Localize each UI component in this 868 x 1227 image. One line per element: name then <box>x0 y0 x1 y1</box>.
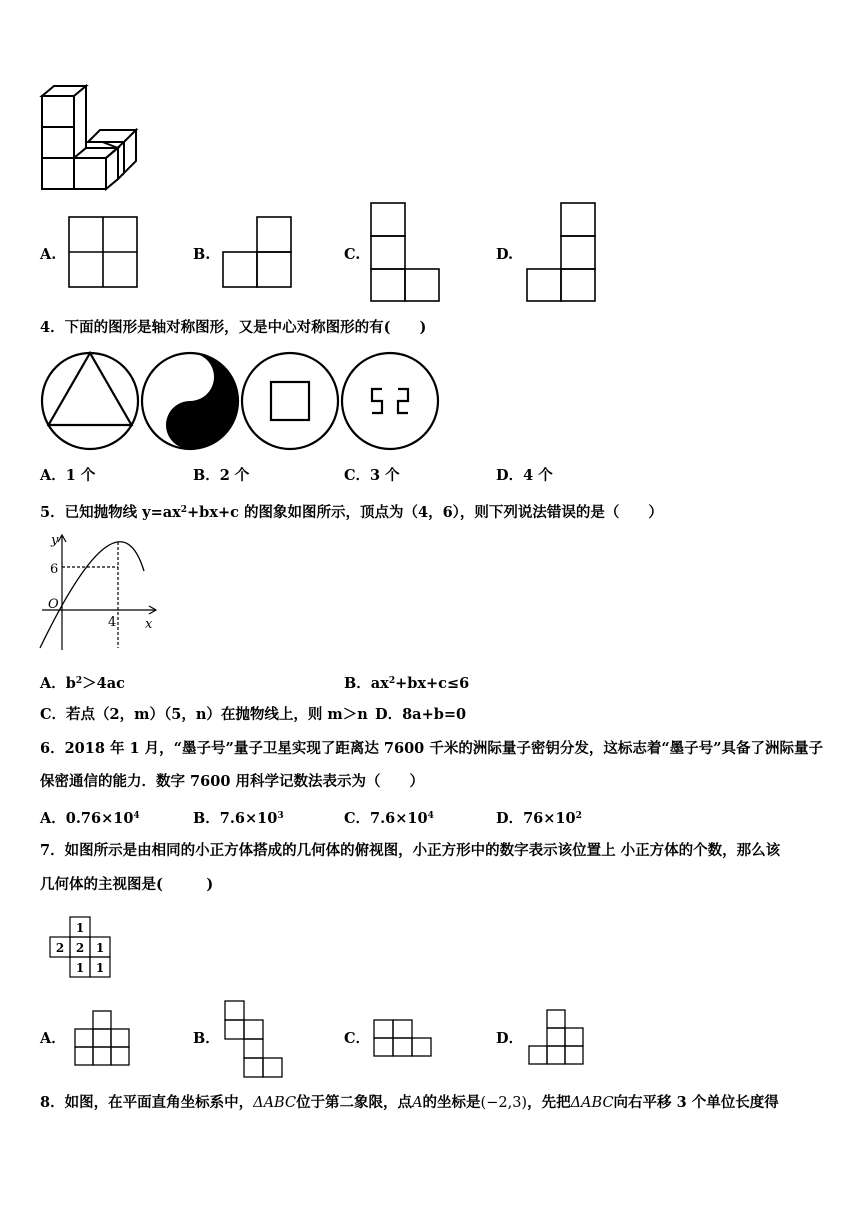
circle-triangle-figure <box>42 353 138 449</box>
q4-option-a[interactable]: A．1 个 <box>40 467 96 484</box>
q7-line1: 7．如图所示是由相同的小正方体搭成的几何体的俯视图，小正方形中的数字表示该位置上 小正方体的个数，那么该 <box>40 842 781 859</box>
q3-option-c-figure <box>370 202 440 302</box>
grid-cell-number: 1 <box>75 921 85 935</box>
graph-x-tick: 4 <box>108 615 117 630</box>
q7-option-c-figure <box>373 1019 435 1059</box>
q3-option-a-letter[interactable]: A. <box>40 246 57 263</box>
q3-option-c-letter[interactable]: C. <box>344 246 361 263</box>
q8-stem: 8．如图，在平面直角坐标系中，ΔABC位于第二象限，点A的坐标是(−2,3)，先把ΔABC向右平移 3 个单位长度得 <box>40 1094 779 1111</box>
q6-line2: 保密通信的能力．数字 7600 用科学记数法表示为（ ） <box>40 773 424 790</box>
q4-text: 下面的图形是轴对称图形，又是中心对称图形的有( ) <box>64 319 427 336</box>
top-view-grid <box>48 916 114 978</box>
q5-option-a[interactable]: A．$b^2>4ac$ <box>40 675 125 692</box>
grid-cell-number: 1 <box>95 961 105 975</box>
q7-option-d-figure <box>528 1009 590 1069</box>
grid-cell-number: 2 <box>75 941 85 955</box>
graph-origin-label: O <box>48 597 59 612</box>
q4-option-b[interactable]: B．2 个 <box>193 467 250 484</box>
q4-number: 4． <box>40 319 65 336</box>
q5-stem: 5．已知抛物线 $y=ax^2+bx+c$ 的图象如图所示，顶点为（4，6），则下列说法错误的是（ ） <box>40 504 663 521</box>
q4-option-d[interactable]: D．4 个 <box>496 467 553 484</box>
q4-option-c[interactable]: C．3 个 <box>344 467 400 484</box>
q7-option-a-figure <box>74 1010 134 1068</box>
grid-cell-number: 1 <box>75 961 85 975</box>
q6-option-b[interactable]: B．$7.6\times 10^3$ <box>193 810 284 827</box>
graph-y-tick: 6 <box>50 562 59 577</box>
parabola-graph <box>38 530 163 655</box>
yin-yang-figure <box>142 353 238 449</box>
q3-option-d-letter[interactable]: D. <box>496 246 514 263</box>
q6-option-d[interactable]: D．$76\times 10^2$ <box>496 810 582 827</box>
graph-y-label: y <box>51 533 59 548</box>
q6-option-c[interactable]: C．$7.6\times 10^4$ <box>344 810 434 827</box>
circle-square-figure <box>242 353 338 449</box>
q7-line2: 几何体的主视图是( ) <box>40 876 214 893</box>
q7-option-c-letter[interactable]: C． <box>344 1030 371 1047</box>
graph-x-label: x <box>145 617 153 632</box>
q3-option-b-letter[interactable]: B. <box>193 246 211 263</box>
q6-line1: 6．2018 年 1 月，“墨子号”量子卫星实现了距离达 7600 千米的洲际量子密钥分发，这标志着“墨子号”具备了洲际量子 <box>40 740 823 757</box>
q5-option-c[interactable]: C．若点（2，m）（5，n）在抛物线上，则 m＞n <box>40 706 368 723</box>
solid-figure <box>38 82 148 197</box>
q4-stem <box>40 318 426 338</box>
q6-option-a[interactable]: A．$0.76\times 10^4$ <box>40 810 140 827</box>
circle-bracket-figure <box>342 353 438 449</box>
q4-figures <box>40 350 440 454</box>
q7-option-b-letter[interactable]: B． <box>193 1030 220 1047</box>
q7-option-a-letter[interactable]: A． <box>40 1030 66 1047</box>
q7-option-b-figure <box>224 1000 286 1078</box>
q3-option-d-figure <box>526 202 596 302</box>
q3-option-a-figure <box>68 216 138 288</box>
q3-option-b-figure <box>222 216 292 288</box>
q5-option-b[interactable]: B．$ax^2+bx+c\le 6$ <box>344 675 470 692</box>
q7-option-d-letter[interactable]: D． <box>496 1030 524 1047</box>
grid-cell-number: 1 <box>95 941 105 955</box>
q5-option-d[interactable]: D．8a+b=0 <box>375 706 467 723</box>
grid-cell-number: 2 <box>55 941 65 955</box>
